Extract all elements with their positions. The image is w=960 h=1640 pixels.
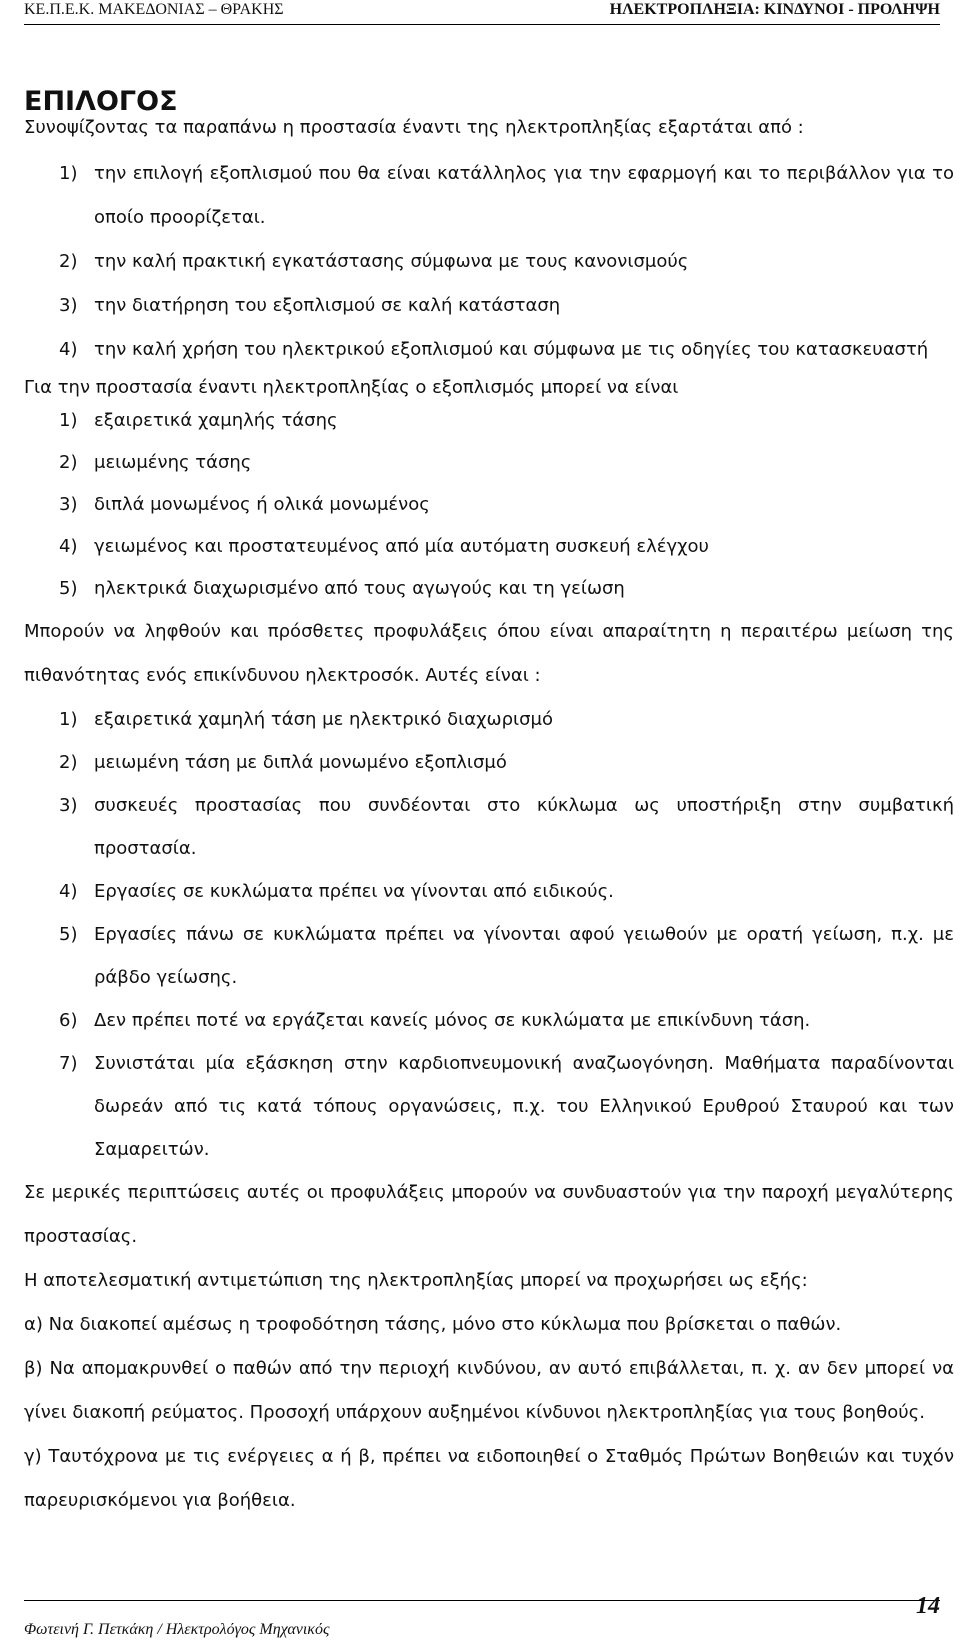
precautions-paragraph: Μπορούν να ληφθούν και πρόσθετες προφυλάξεις όπου είναι απαραίτητη η περαιτέρω μείωση της πιθανότητας ενός επικίνδυνου ηλεκτροσόκ. Αυτές είναι : [24,621,954,686]
list-item: 2) μειωμένη τάση με διπλά μονωμένο εξοπλισμό [59,752,507,773]
equipment-paragraph: Για την προστασία έναντι ηλεκτροπληξίας ο εξοπλισμός μπορεί να είναι [24,377,679,398]
list-item: 2) την καλή πρακτική εγκατάστασης σύμφωνα με τους κανονισμούς [59,251,689,272]
step-c-paragraph: γ) Ταυτόχρονα με τις ενέργειες α ή β, πρέπει να ειδοποιηθεί ο Σταθμός Πρώτων Βοηθειών και τυχόν παρευρισκόμενοι για βοήθεια. [24,1446,954,1511]
list-item: 3) την διατήρηση του εξοπλισμού σε καλή κατάσταση [59,295,561,316]
list-item: 4) Εργασίες σε κυκλώματα πρέπει να γίνονται από ειδικούς. [59,881,614,902]
list-item: 1) την επιλογή εξοπλισμού που θα είναι κατάλληλος για την εφαρμογή και το περιβάλλον για το οποίο προορίζεται. [59,163,954,228]
page-number: 14 [916,1593,940,1619]
header-organization: ΚΕ.Π.Ε.Κ. ΜΑΚΕΔΟΝΙΑΣ – ΘΡΑΚΗΣ [24,1,284,18]
dependency-list [24,152,954,372]
list-item: 1) εξαιρετικά χαμηλής τάσης [59,410,338,431]
section-title: ΕΠΙΛΟΓΟΣ [24,86,178,117]
list-item: 7) Συνιστάται μία εξάσκηση στην καρδιοπνευμονική αναζωογόνηση. Μαθήματα παραδίνονται δωρεάν από τις κατά τόπους οργανώσεις, π.χ. του Ελληνικού Ερυθρού Σταυρού και των Σαμαρειτών. [59,1053,954,1160]
list-item: 3) διπλά μονωμένος ή ολικά μονωμένος [59,494,430,515]
page-header [24,0,940,25]
response-paragraph: Η αποτελεσματική αντιμετώπιση της ηλεκτροπληξίας μπορεί να προχωρήσει ως εξής: [24,1270,808,1291]
combination-paragraph: Σε μερικές περιπτώσεις αυτές οι προφυλάξεις μπορούν να συνδυαστούν για την παροχή μεγαλύτερης προστασίας. [24,1182,954,1247]
list-item: 3) συσκευές προστασίας που συνδέονται στο κύκλωμα ως υποστήριξη στην συμβατική προστασία. [59,795,954,859]
list-item: 5) Εργασίες πάνω σε κυκλώματα πρέπει να γίνονται αφού γειωθούν με ορατή γείωση, π.χ. με ράβδο γείωσης. [59,924,954,988]
step-b-paragraph: β) Να απομακρυνθεί ο παθών από την περιοχή κινδύνου, αν αυτό επιβάλλεται, π. χ. αν δεν μπορεί να γίνει διακοπή ρεύματος. Προσοχή υπάρχουν αυξημένοι κίνδυνοι ηλεκτροπληξίας για τους βοηθούς. [24,1358,954,1423]
list-item: 6) Δεν πρέπει ποτέ να εργάζεται κανείς μόνος σε κυκλώματα με επικίνδυνη τάση. [59,1010,811,1031]
step-a-paragraph: α) Να διακοπεί αμέσως η τροφοδότηση τάσης, μόνο στο κύκλωμα που βρίσκεται ο παθών. [24,1314,842,1335]
header-topic: ΗΛΕΚΤΡΟΠΛΗΞΙΑ: ΚΙΝΔΥΝΟΙ - ΠΡΟΛΗΨΗ [609,1,940,18]
list-item: 2) μειωμένης τάσης [59,452,252,473]
list-item: 1) εξαιρετικά χαμηλή τάση με ηλεκτρικό διαχωρισμό [59,709,553,730]
list-item: 5) ηλεκτρικά διαχωρισμένο από τους αγωγούς και τη γείωση [59,578,625,599]
page-footer [24,1593,940,1640]
footer-author: Φωτεινή Γ. Πετκάκη / Ηλεκτρολόγος Μηχανικός [24,1621,330,1638]
precautions-list [24,698,954,1171]
document-body [24,86,954,1523]
list-item: 4) γειωμένος και προστατευμένος από μία αυτόματη συσκευή ελέγχου [59,536,709,557]
list-item: 4) την καλή χρήση του ηλεκτρικού εξοπλισμού και σύμφωνα με τις οδηγίες του κατασκευαστή [59,339,929,360]
intro-paragraph: Συνοψίζοντας τα παραπάνω η προστασία έναντι της ηλεκτροπληξίας εξαρτάται από : [24,117,804,138]
equipment-list [24,400,954,610]
